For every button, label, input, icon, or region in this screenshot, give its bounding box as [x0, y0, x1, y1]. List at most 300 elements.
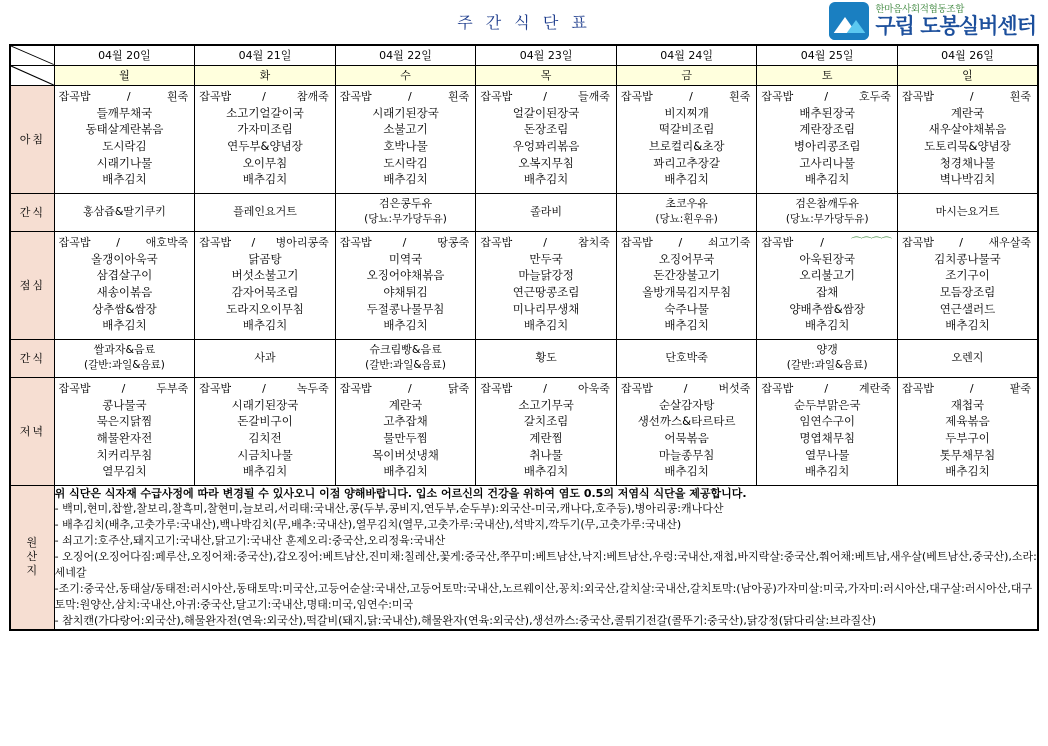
menu-item: 삼겹살구이: [96, 268, 153, 283]
menu-item: 두절콩나물무침: [366, 301, 445, 316]
origin-line: - 백미,현미,찹쌀,찰보리,찰흑미,찰현미,늘보리,서리태:국내산,콩(두부,콩비지,연두부,순두부):외국산-미국,캐나다,호주등),병아리콩:캐나다산: [54, 502, 724, 516]
breakfast-cell-4: [616, 85, 757, 193]
dow-2: 수: [335, 65, 476, 85]
menu-item-list: [757, 105, 897, 188]
porridge-label: ⌒⌒⌒⌒: [850, 235, 891, 249]
menu-item: 시래기된장국: [372, 105, 439, 120]
menu-item: 돈간장불고기: [653, 268, 720, 283]
separator: /: [824, 381, 829, 395]
snack-name: 초코우유: [665, 197, 708, 211]
date-header-5: 04월 25일: [757, 45, 898, 65]
lunch-cell-3: [476, 231, 617, 339]
menu-item: 도시락김: [383, 155, 428, 170]
menu-item-list: [195, 105, 335, 188]
menu-item: 연근샐러드: [939, 301, 996, 316]
snack-name: 슈크림빵&음료: [369, 343, 442, 357]
rice-label: 잡곡밥: [339, 381, 372, 395]
porridge-label: 흰죽: [1009, 89, 1031, 103]
menu-item-list: [898, 397, 1037, 480]
dinner-cell-3: [476, 377, 617, 485]
origin-line: - 쇠고기:호주산,돼지고기:국내산,닭고기:국내산 훈제오리:중국산,오리정육:국내산: [54, 534, 446, 548]
snack-name: 양갱: [816, 343, 838, 357]
menu-item: 배추된장국: [799, 105, 855, 120]
logo-title: 구립 도봉실버센터: [875, 13, 1036, 38]
dow-6: 일: [897, 65, 1038, 85]
menu-item: 소고기얼갈이국: [226, 105, 304, 120]
menu-item: 배추김치: [523, 172, 569, 187]
staple-line: [195, 90, 335, 105]
origin-line: -조기:중국산,동태살/동태전:러시아산,동태토막:미국산,고등어순살:국내산,고등어토막:국내산,노르웨이산,꽁치:외국산,갈치살:국내산,갈치토막:(남아공)가자미살:미국,가자미:러시아산,대구살:러시아산,대구토막:원양산,삼치:국내산,아귀:중국산,달고기:국내산,명태:미국,임연수:미국: [54, 582, 1033, 612]
menu-item: 도토리묵&양념장: [924, 139, 1011, 154]
menu-item: 호박나물: [383, 139, 428, 154]
porridge-label: 참깨죽: [296, 89, 329, 103]
snack-morning-label: 간식: [10, 193, 54, 231]
rice-label: 잡곡밥: [901, 235, 934, 249]
menu-item: 고사리나물: [799, 155, 855, 170]
snack-name: 오렌지: [951, 350, 984, 364]
separator: /: [407, 89, 412, 103]
separator: /: [824, 89, 829, 103]
menu-item: 배추김치: [383, 318, 428, 333]
snack-afternoon-cell-3: [476, 339, 617, 377]
staple-line: [476, 382, 616, 397]
rice-label: 잡곡밥: [901, 89, 934, 103]
separator: /: [251, 235, 256, 249]
snack-name: 단호박죽: [665, 350, 708, 364]
lunch-label: 점심: [10, 231, 54, 339]
menu-item: 김치콩나물국: [934, 251, 1001, 266]
snack-afternoon-cell-5: [757, 339, 898, 377]
dinner-label: 저녁: [10, 377, 54, 485]
table-corner: [10, 45, 54, 65]
menu-item-list: [55, 251, 195, 334]
menu-item: 배추김치: [383, 464, 428, 479]
staple-line: [476, 236, 616, 251]
menu-item: 소고기무국: [518, 397, 574, 412]
porridge-label: 병아리콩죽: [275, 235, 329, 249]
menu-item: 배추김치: [523, 464, 569, 479]
porridge-label: 애호박죽: [145, 235, 189, 249]
porridge-label: 닭죽: [448, 381, 470, 395]
menu-item: 올갱이아욱국: [91, 251, 158, 266]
snack-name: 쌀과자&음료: [93, 343, 156, 357]
menu-item: 돈장조림: [523, 122, 569, 137]
staple-line: [898, 382, 1037, 397]
snack-name: 플레인요거트: [233, 204, 297, 218]
separator: /: [262, 89, 266, 103]
menu-item: 배추김치: [804, 172, 850, 187]
staple-line: [336, 382, 476, 397]
separator: /: [683, 381, 688, 395]
snack-afternoon-row: [10, 339, 1038, 377]
rice-label: 잡곡밥: [199, 235, 232, 249]
staple-line: [195, 236, 335, 251]
menu-item: 재첩국: [950, 397, 985, 412]
menu-item: 배추김치: [242, 464, 288, 479]
breakfast-cell-3: [476, 85, 617, 193]
menu-item: 계란국: [388, 397, 423, 412]
staple-line: [757, 382, 897, 397]
menu-item: 마늘종무침: [658, 447, 715, 462]
dinner-cell-5: [757, 377, 898, 485]
date-header-3: 04월 23일: [476, 45, 617, 65]
staple-line: [336, 90, 476, 105]
snack-name: 검은콩두유: [378, 197, 433, 211]
menu-item: 새우살야채볶음: [928, 122, 1007, 137]
menu-item: 명엽채무침: [799, 431, 855, 446]
snack-note: (갈반:과일&음료): [365, 359, 446, 372]
menu-item: 배추김치: [102, 318, 147, 333]
porridge-label: 땅콩죽: [437, 235, 470, 249]
menu-item: 모듬장조림: [939, 285, 996, 300]
menu-item-list: [195, 251, 335, 334]
menu-item-list: [336, 251, 476, 334]
menu-item: 시래기된장국: [231, 397, 299, 412]
rice-label: 잡곡밥: [761, 89, 794, 103]
menu-item: 어묵볶음: [664, 431, 709, 446]
menu-item-list: [55, 397, 195, 480]
rice-label: 잡곡밥: [620, 235, 653, 249]
menu-item: 배추김치: [664, 464, 709, 479]
snack-morning-cell-5: [757, 193, 898, 231]
menu-item-list: [336, 397, 476, 480]
menu-item: 가자미조림: [237, 122, 293, 137]
rice-label: 잡곡밥: [58, 89, 91, 103]
menu-item: 시래기나물: [96, 155, 153, 170]
origin-line: - 배추김치(배추,고춧가루:국내산),백나박김치(무,배추:국내산),열무김치(열무,고춧가루:국내산),석박지,깍두기(무,고춧가루:국내산): [54, 518, 682, 532]
menu-item: 양배추쌈&쌈장: [789, 301, 865, 316]
menu-item-list: [476, 251, 616, 334]
menu-item: 해물완자전: [96, 431, 153, 446]
weekly-menu-table: [9, 44, 1039, 631]
menu-item: 톳무채무침: [939, 447, 996, 462]
snack-afternoon-cell-2: [335, 339, 476, 377]
porridge-label: 흰죽: [729, 89, 751, 103]
separator: /: [689, 89, 693, 103]
menu-item: 오이무침: [242, 155, 288, 170]
menu-item: 두부구이: [945, 431, 990, 446]
dow-1: 화: [195, 65, 336, 85]
origin-text: [54, 485, 1038, 630]
separator: /: [402, 235, 407, 249]
menu-item: 순살감자탕: [658, 397, 715, 412]
menu-item-list: [476, 105, 616, 188]
page-header: [0, 0, 1048, 44]
dow-row: [10, 65, 1038, 85]
snack-morning-cell-0: [54, 193, 195, 231]
origin-line: - 참치캔(가다랑어:외국산),해물완자전(연육:외국산),떡갈비(돼지,닭:국내산),해물완자(연육:외국산),생선까스:중국산,콜튀기전갈(콜뚜기:중국산),닭강정(닭다리살:브라질산): [54, 614, 876, 627]
dinner-cell-6: [897, 377, 1038, 485]
menu-item: 들깨무채국: [96, 105, 153, 120]
snack-morning-cell-1: [195, 193, 336, 231]
porridge-label: 들깨죽: [577, 89, 610, 103]
rice-label: 잡곡밥: [901, 381, 934, 395]
menu-item-list: [757, 397, 897, 480]
breakfast-cell-6: [897, 85, 1038, 193]
staple-line: [617, 382, 757, 397]
menu-item: 배추김치: [242, 318, 288, 333]
menu-item: 오징어무국: [658, 251, 715, 266]
staple-line: [55, 90, 195, 105]
menu-item: 계란찜: [529, 431, 563, 446]
snack-name: 홍삼즙&딸기쿠키: [82, 204, 166, 218]
rice-label: 잡곡밥: [58, 381, 91, 395]
breakfast-cell-5: [757, 85, 898, 193]
menu-item: 상추쌈&쌈장: [92, 301, 157, 316]
porridge-label: 두부죽: [156, 381, 189, 395]
porridge-label: 계란죽: [859, 381, 891, 395]
menu-item: 배추김치: [804, 318, 850, 333]
staple-line: [195, 382, 335, 397]
staple-line: [617, 90, 757, 105]
snack-name: 마시는요거트: [935, 204, 1000, 218]
rice-label: 잡곡밥: [761, 235, 794, 249]
rice-label: 잡곡밥: [339, 89, 372, 103]
porridge-label: 쇠고기죽: [707, 235, 751, 249]
menu-item-list: [55, 105, 195, 188]
snack-morning-cell-4: [616, 193, 757, 231]
menu-item: 연근땅콩조림: [512, 285, 580, 300]
separator: /: [969, 381, 974, 395]
snack-name: 검은참깨두유: [795, 197, 860, 211]
menu-item: 임연수구이: [799, 414, 855, 429]
menu-item: 생선까스&타르타르: [637, 414, 736, 429]
date-header-0: 04월 20일: [54, 45, 195, 65]
menu-item: 얼갈이된장국: [512, 105, 580, 120]
menu-item: 배추김치: [242, 172, 288, 187]
rice-label: 잡곡밥: [761, 381, 794, 395]
menu-item-list: [757, 251, 897, 334]
snack-morning-cell-2: [335, 193, 476, 231]
separator: /: [820, 235, 824, 249]
porridge-label: 흰죽: [448, 89, 470, 103]
menu-item-list: [336, 105, 476, 188]
dinner-cell-1: [195, 377, 336, 485]
snack-name: 졸라비: [530, 204, 563, 218]
breakfast-cell-1: [195, 85, 336, 193]
lunch-cell-6: [897, 231, 1038, 339]
menu-item: 마늘닭강정: [518, 268, 574, 283]
rice-label: 잡곡밥: [339, 235, 372, 249]
date-header-4: 04월 24일: [616, 45, 757, 65]
menu-item: 배추김치: [523, 318, 569, 333]
origin-label: 원 산 지: [10, 485, 54, 630]
menu-item: 배추김치: [945, 318, 990, 333]
dow-0: 월: [54, 65, 195, 85]
menu-item: 꽈리고추장갈: [653, 155, 720, 170]
snack-name: 황도: [535, 350, 557, 364]
staple-line: [757, 90, 897, 105]
menu-item: 동태살계란볶음: [85, 122, 164, 137]
menu-item: 아욱된장국: [799, 251, 855, 266]
snack-note: (당뇨:흰우유): [655, 213, 718, 226]
rice-label: 잡곡밥: [58, 235, 91, 249]
menu-item: 조기구이: [945, 268, 990, 283]
menu-item: 연두부&양념장: [227, 139, 303, 154]
menu-item: 미나리무생채: [512, 301, 580, 316]
menu-item: 오복지무침: [518, 155, 574, 170]
menu-item: 새송이볶음: [96, 285, 153, 300]
rice-label: 잡곡밥: [480, 89, 513, 103]
dow-5: 토: [757, 65, 898, 85]
separator: /: [126, 89, 131, 103]
menu-item: 오리불고기: [799, 268, 855, 283]
separator: /: [262, 381, 266, 395]
dinner-cell-2: [335, 377, 476, 485]
menu-item: 배추김치: [945, 464, 990, 479]
menu-item: 열무김치: [102, 464, 147, 479]
menu-item: 고추잡채: [383, 414, 428, 429]
breakfast-cell-2: [335, 85, 476, 193]
menu-item: 청경채나물: [939, 155, 996, 170]
menu-item-list: [195, 397, 335, 480]
menu-item: 도라지오이무침: [226, 301, 304, 316]
rice-label: 잡곡밥: [199, 89, 232, 103]
menu-item: 배추김치: [383, 172, 428, 187]
separator: /: [121, 381, 126, 395]
menu-item: 미역국: [388, 251, 423, 266]
snack-morning-cell-3: [476, 193, 617, 231]
menu-item: 숙주나물: [664, 301, 709, 316]
menu-item: 만두국: [529, 251, 563, 266]
menu-item: 잡채: [816, 285, 839, 300]
snack-afternoon-cell-0: [54, 339, 195, 377]
porridge-label: 참치죽: [577, 235, 610, 249]
breakfast-row: [10, 85, 1038, 193]
staple-line: [757, 236, 897, 251]
separator: /: [678, 235, 683, 249]
date-header-1: 04월 21일: [195, 45, 336, 65]
origin-row: [10, 485, 1038, 630]
menu-item: 감자어묵조림: [231, 285, 299, 300]
menu-item: 소불고기: [383, 122, 428, 137]
menu-item: 계란국: [950, 105, 985, 120]
rice-label: 잡곡밥: [620, 89, 653, 103]
snack-afternoon-cell-6: [897, 339, 1038, 377]
menu-item: 제육볶음: [945, 414, 990, 429]
menu-item: 치커리무침: [96, 447, 153, 462]
menu-item: 돈갈비구이: [237, 414, 293, 429]
rice-label: 잡곡밥: [480, 235, 513, 249]
snack-note: (갈반:과일&음료): [84, 359, 165, 372]
menu-item: 목이버섯냉채: [372, 447, 439, 462]
staple-line: [898, 90, 1037, 105]
origin-line: - 오징어(오징어다짐:페루산,오징어채:중국산),갑오징어:베트남산,진미채:칠레산,꽃게:중국산,쭈꾸미:베트남산,낙지:베트남산,우렁:국내산,재첩,바지락살:중국산,쭤어채:베트남,새우살(베트남산,중국산),소라:세네갈: [54, 550, 1037, 580]
menu-item: 갈치조림: [523, 414, 569, 429]
rice-label: 잡곡밥: [199, 381, 232, 395]
staple-line: [55, 382, 195, 397]
menu-item: 순두부맑은국: [793, 397, 861, 412]
dinner-cell-0: [54, 377, 195, 485]
dinner-cell-4: [616, 377, 757, 485]
menu-item: 야채튀김: [383, 285, 428, 300]
lunch-cell-1: [195, 231, 336, 339]
porridge-label: 새우살죽: [988, 235, 1031, 249]
menu-item: 시금치나물: [237, 447, 293, 462]
separator: /: [969, 89, 974, 103]
snack-name: 사과: [254, 350, 276, 364]
snack-note: (당뇨:무가당두유): [364, 213, 447, 226]
separator: /: [116, 235, 120, 249]
mountain-logo-icon: [829, 2, 869, 40]
separator: /: [543, 89, 547, 103]
snack-morning-row: [10, 193, 1038, 231]
menu-item: 물만두찜: [383, 431, 428, 446]
snack-morning-cell-6: [897, 193, 1038, 231]
menu-item-list: [476, 397, 616, 480]
staple-line: [55, 236, 195, 251]
rice-label: 잡곡밥: [480, 381, 513, 395]
separator: /: [959, 235, 964, 249]
menu-item: 오징어야채볶음: [366, 268, 445, 283]
dinner-row: [10, 377, 1038, 485]
menu-item: 배추김치: [664, 172, 709, 187]
menu-item: 비지찌개: [664, 105, 709, 120]
porridge-label: 팥죽: [1009, 381, 1031, 395]
menu-item: 배추김치: [664, 318, 709, 333]
snack-afternoon-cell-1: [195, 339, 336, 377]
menu-item-list: [617, 105, 757, 188]
staple-line: [617, 236, 757, 251]
snack-afternoon-cell-4: [616, 339, 757, 377]
lunch-cell-4: [616, 231, 757, 339]
menu-item: 올방개묵김지무침: [642, 285, 732, 300]
staple-line: [476, 90, 616, 105]
menu-item-list: [898, 251, 1037, 334]
staple-line: [898, 236, 1037, 251]
menu-item: 묵은지닭찜: [96, 414, 153, 429]
menu-item: 배추김치: [102, 172, 147, 187]
lunch-cell-0: [54, 231, 195, 339]
logo-subtitle: 한마음사회적협동조합: [875, 3, 965, 15]
separator: /: [543, 235, 547, 249]
menu-item: 병아리콩조림: [793, 139, 861, 154]
separator: /: [543, 381, 547, 395]
porridge-label: 버섯죽: [718, 381, 751, 395]
menu-item: 벽나박김치: [939, 172, 996, 187]
date-row: [10, 45, 1038, 65]
menu-item-list: [898, 105, 1037, 188]
menu-item-list: [617, 397, 757, 480]
breakfast-label: 아침: [10, 85, 54, 193]
menu-item: 열무나물: [804, 447, 850, 462]
rice-label: 잡곡밥: [620, 381, 653, 395]
menu-item: 김치전: [248, 431, 282, 446]
menu-item: 배추김치: [804, 464, 850, 479]
organization-logo: [829, 2, 1036, 40]
origin-notice: 위 식단은 식자재 수급사정에 따라 변경될 수 있사오니 이점 양해바랍니다. 입소 어르신의 건강을 위하여 염도 0.5의 저염식 식단을 제공합니다.: [54, 486, 747, 500]
table-corner-2: [10, 65, 54, 85]
porridge-label: 호두죽: [859, 89, 891, 103]
menu-item: 취나물: [529, 447, 563, 462]
staple-line: [336, 236, 476, 251]
dow-4: 금: [616, 65, 757, 85]
snack-note: (당뇨:무가당두유): [785, 213, 869, 226]
menu-item: 우엉꽈리볶음: [512, 139, 580, 154]
menu-item: 콩나물국: [102, 397, 147, 412]
lunch-cell-5: [757, 231, 898, 339]
porridge-label: 녹두죽: [296, 381, 329, 395]
snack-note: (갈반:과일&음료): [786, 359, 868, 372]
separator: /: [407, 381, 412, 395]
porridge-label: 흰죽: [166, 89, 189, 103]
breakfast-cell-0: [54, 85, 195, 193]
date-header-6: 04월 26일: [897, 45, 1038, 65]
menu-item: 브로컬리&초장: [648, 139, 725, 154]
lunch-row: [10, 231, 1038, 339]
date-header-2: 04월 22일: [335, 45, 476, 65]
snack-afternoon-label: 간식: [10, 339, 54, 377]
